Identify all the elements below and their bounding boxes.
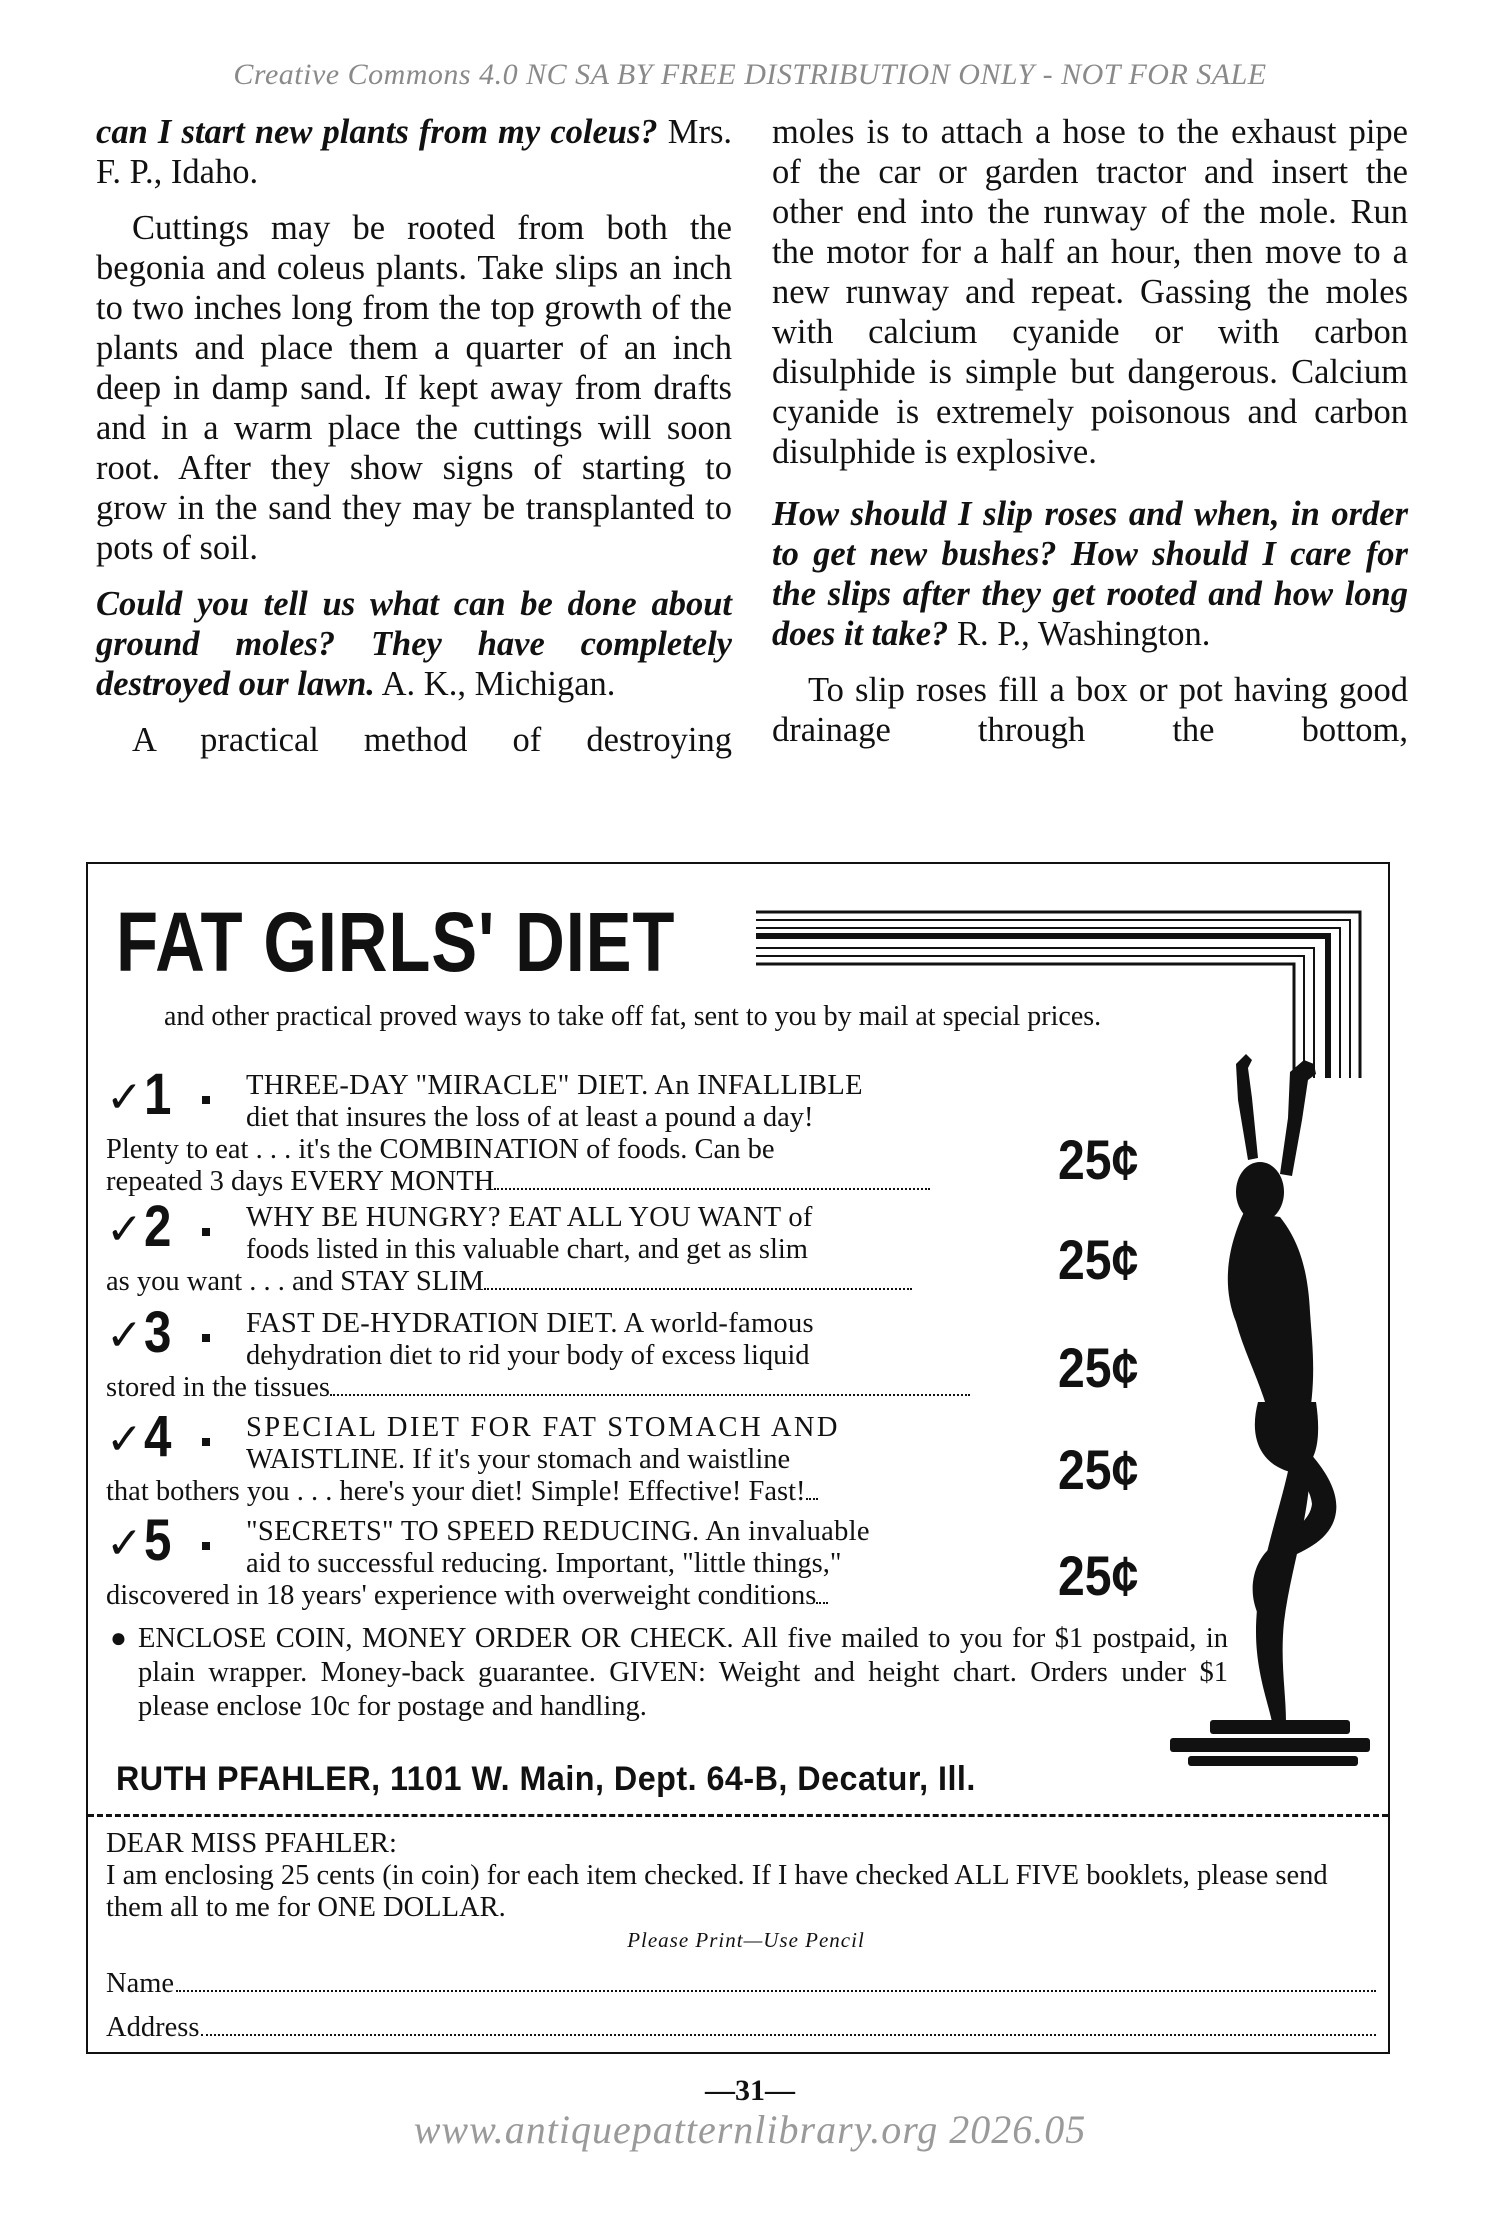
item-line: SPECIAL DIET FOR FAT STOMACH AND [246,1412,840,1443]
item-line: foods listed in this valuable chart, and get as slim [246,1234,808,1265]
item-number: 2 [144,1194,172,1259]
item-line: repeated 3 days EVERY MONTH [106,1166,495,1197]
answer-roses-start: To slip roses fill a box or pot having good drainage through the bottom, [772,671,1408,749]
item-line: aid to successful reducing. Important, "little things," [246,1548,842,1579]
question-moles [96,584,732,704]
address-field[interactable] [106,2012,1376,2044]
item-line: discovered in 18 years' experience with overweight conditions [106,1580,817,1611]
dotted-leader [494,1188,930,1190]
dancer-silhouette-image [1140,1052,1370,1792]
left-column [96,112,732,776]
item-line-with-leader [106,1476,1146,1508]
offer-item-1 [106,1062,1146,1198]
address-input-line[interactable] [201,2034,1376,2036]
item-price: 25¢ [1058,1128,1139,1191]
item-line-with-leader [106,1266,1146,1298]
question-coleus [96,112,732,192]
question-text: Could you tell us what can be done about ground moles? They have completely destroyed our lawn. [96,585,732,703]
coupon-instruction: Please Print—Use Pencil [627,1928,865,1952]
item-line: "SECRETS" TO SPEED REDUCING. An invaluable [246,1516,870,1547]
ad-intro: and other practical proved ways to take off fat, sent to you by mail at special prices. [164,1001,1102,1032]
dotted-leader [816,1602,828,1604]
question-text: can I start new plants from my coleus? [96,113,658,151]
checkmark-icon[interactable]: ✓ [106,1518,143,1569]
name-input-line[interactable] [176,1990,1376,1992]
item-price: 25¢ [1058,1228,1139,1291]
question-roses [772,494,1408,654]
item-line: that bothers you . . . here's your diet! Simple! Effective! Fast! [106,1476,806,1507]
offer-item-4 [106,1404,1146,1508]
item-line-with-leader [106,1372,1146,1404]
right-column [772,112,1408,766]
answer-moles-start: A practical method of destroying [132,721,732,759]
item-line: WHY BE HUNGRY? EAT ALL YOU WANT of [246,1202,813,1233]
item-line: THREE-DAY "MIRACLE" DIET. An INFALLIBLE [246,1070,863,1101]
offer-item-2 [106,1194,1146,1298]
ad-title: FAT GIRLS' DIET [116,895,676,989]
dotted-leader [806,1498,818,1500]
item-line: stored in the tissues [106,1372,331,1403]
checkmark-icon[interactable]: ✓ [106,1204,143,1255]
top-watermark: Creative Commons 4.0 NC SA BY FREE DISTRIBUTION ONLY - NOT FOR SALE [233,58,1267,91]
bottom-watermark: www.antiquepatternlibrary.org 2026.05 [413,2107,1087,2152]
question-signature: A. K., Michigan. [374,665,616,703]
item-number: 1 [144,1062,172,1127]
dotted-leader [484,1288,912,1290]
dotted-leader [330,1394,970,1396]
coupon-salutation: DEAR MISS PFAHLER: [106,1828,397,1859]
coupon-cut-line [88,1814,1388,1817]
item-line-with-leader [106,1166,1146,1198]
item-line: as you want . . . and STAY SLIM [106,1266,484,1297]
item-line: FAST DE-HYDRATION DIET. A world-famous [246,1308,814,1339]
item-number: 4 [144,1404,172,1469]
checkmark-icon[interactable]: ✓ [106,1414,143,1465]
order-instructions [110,1622,1228,1724]
coupon-body: I am enclosing 25 cents (in coin) for each item checked. If I have checked ALL FIVE booklets, please send them all to me for ONE DOLLAR. [106,1860,1328,1923]
page-number: —31— [705,2074,795,2107]
item-price: 25¢ [1058,1438,1139,1501]
bullet-icon: ● [110,1623,127,1654]
item-line: WAISTLINE. If it's your stomach and waistline [246,1444,791,1475]
item-line-with-leader [106,1580,1146,1612]
name-label: Name [106,1968,175,1999]
item-line: dehydration diet to rid your body of excess liquid [246,1340,810,1371]
answer-moles-continued: moles is to attach a hose to the exhaust pipe of the car or garden tractor and insert the other end into the runway of the mole. Run the motor for a half an hour, then move to a new runway and repeat. Gassing the moles with calcium cyanide or with carbon disulphide is simple but dangerous. Calcium cyanide is extremely poisonous and carbon disulphide is explosive. [772,113,1408,471]
item-price: 25¢ [1058,1544,1139,1607]
question-signature: R. P., Washington. [948,615,1211,653]
address-label: Address [106,2012,200,2043]
mailing-address: RUTH PFAHLER, 1101 W. Main, Dept. 64-B, Decatur, Ill. [116,1760,976,1798]
item-price: 25¢ [1058,1336,1139,1399]
offer-item-5 [106,1508,1146,1612]
number-period [202,1438,210,1446]
item-number: 3 [144,1300,172,1365]
number-period [202,1334,210,1342]
number-period [202,1542,210,1550]
question-signature: Mrs. F. P., Idaho. [96,113,733,191]
number-period [202,1228,210,1236]
order-coupon [106,1828,1376,2044]
answer-cuttings: Cuttings may be rooted from both the begonia and coleus plants. Take slips an inch to two inches long from the top growth of the plants and place them a quarter of an inch deep in damp sand. If kept away from drafts and in a warm place the cuttings will soon root. After they show signs of starting to grow in the sand they may be transplanted to pots of soil. [96,209,732,567]
order-instructions-text: ENCLOSE COIN, MONEY ORDER OR CHECK. All five mailed to you for $1 postpaid, in plain wrapper. Money-back guarantee. GIVEN: Weight and height chart. Orders under $1 please enclose 10c for postage and handling. [138,1623,1228,1722]
checkmark-icon[interactable]: ✓ [106,1310,143,1361]
checkmark-icon[interactable]: ✓ [106,1072,143,1123]
item-line: diet that insures the loss of at least a pound a day! [246,1102,814,1133]
question-text: How should I slip roses and when, in order to get new bushes? How should I care for the slips after they get rooted and how long does it take? [772,495,1408,653]
number-period [202,1096,210,1104]
item-number: 5 [144,1508,172,1573]
name-field[interactable] [106,1968,1376,2000]
item-line: Plenty to eat . . . it's the COMBINATION of foods. Can be [106,1134,775,1165]
offer-item-3 [106,1300,1146,1404]
